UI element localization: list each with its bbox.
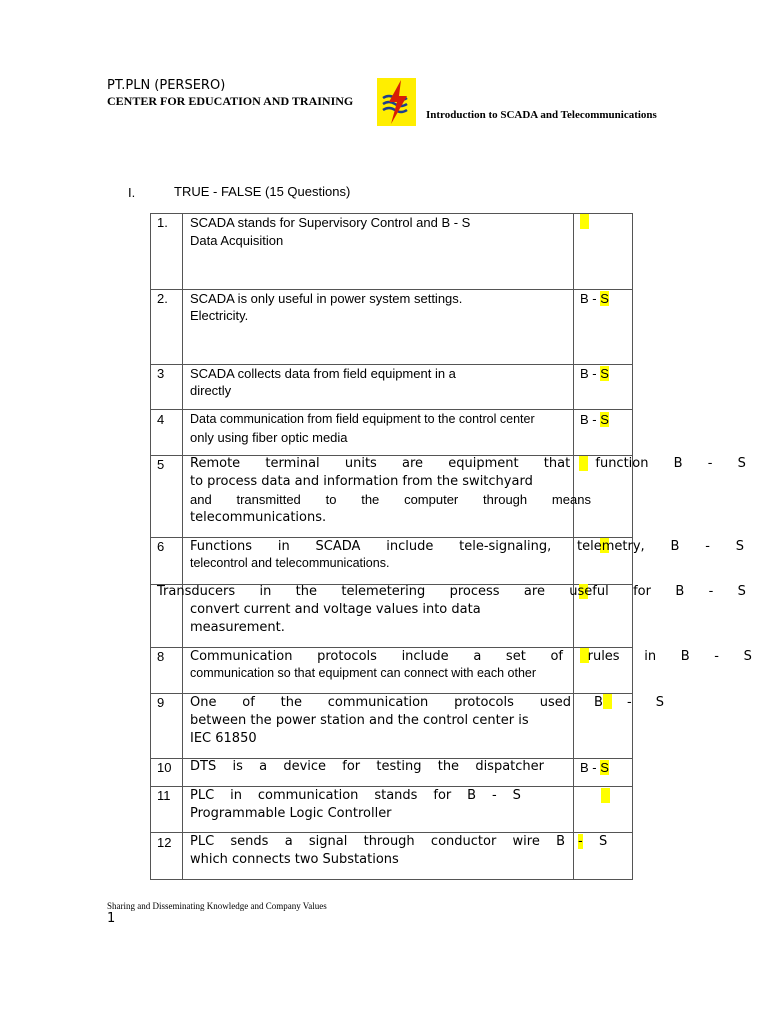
question-text: telecontrol and telecommunications. <box>190 556 390 570</box>
word: the <box>437 759 460 774</box>
question-text: which connects two Substations <box>190 852 399 867</box>
word: S <box>735 539 744 554</box>
answer-cell <box>580 365 609 382</box>
question-text <box>190 648 752 666</box>
word: S <box>737 584 746 599</box>
word: function <box>595 456 649 471</box>
answer-highlight: S <box>600 412 609 427</box>
word: for <box>633 584 651 599</box>
word: to <box>325 492 337 507</box>
answer-s: S <box>655 695 664 710</box>
question-text <box>190 455 746 473</box>
answer-s: S <box>599 834 608 849</box>
word: stands <box>374 788 418 803</box>
word: Transducers <box>157 584 236 599</box>
word: conductor <box>430 834 497 849</box>
answer-b: B <box>594 695 603 710</box>
question-text <box>190 491 591 508</box>
word: B <box>556 834 565 849</box>
question-text: Data Acquisition <box>190 233 284 248</box>
page-number: 1 <box>107 911 116 926</box>
question-text: measurement. <box>190 620 285 635</box>
word: telemetry, <box>577 539 645 554</box>
word: set <box>505 649 526 664</box>
answer-cell <box>580 759 609 776</box>
answer-text: B - <box>580 366 601 381</box>
question-text: directly <box>190 383 232 398</box>
word: in <box>259 584 272 599</box>
answer-cell <box>578 833 583 851</box>
question-number: 4 <box>157 412 165 427</box>
word: through <box>363 834 415 849</box>
word: that <box>543 456 571 471</box>
answer-highlight: S <box>600 760 609 775</box>
document-title: Introduction to SCADA and Telecommunications <box>426 109 657 121</box>
answer-highlight <box>580 214 589 229</box>
word: - <box>714 649 719 664</box>
word: for <box>342 759 361 774</box>
word: are <box>402 456 424 471</box>
word: SCADA <box>315 539 361 554</box>
word: of <box>242 695 255 710</box>
question-text <box>190 758 544 776</box>
question-text: Electricity. <box>190 308 249 323</box>
row-separator <box>150 409 633 410</box>
word: in <box>644 649 657 664</box>
word: protocols <box>317 649 377 664</box>
question-number: 3 <box>157 366 165 381</box>
word: telemetering <box>341 584 426 599</box>
question-number: 6 <box>157 539 165 554</box>
word: PLC <box>190 788 215 803</box>
answer-highlight: S <box>600 366 609 381</box>
question-number: 2. <box>157 291 168 306</box>
word: dispatcher <box>475 759 544 774</box>
word: B <box>670 539 680 554</box>
word: - <box>492 788 497 803</box>
company-name: PT.PLN (PERSERO) <box>107 78 226 93</box>
word: wire <box>512 834 540 849</box>
question-number: 10 <box>157 760 172 775</box>
answer-cell <box>580 290 609 307</box>
word: the <box>295 584 317 599</box>
word: B <box>673 456 683 471</box>
word: in <box>230 788 242 803</box>
word: B <box>675 584 685 599</box>
question-number: 11 <box>157 788 171 803</box>
word: useful <box>569 584 609 599</box>
word: rules <box>587 649 620 664</box>
question-text <box>190 787 521 805</box>
word: units <box>344 456 377 471</box>
word: used <box>539 695 571 710</box>
footer-tagline: Sharing and Disseminating Knowledge and Company Values <box>107 901 327 911</box>
word: B <box>680 649 690 664</box>
word: DTS <box>190 759 217 774</box>
question-text <box>157 583 746 601</box>
word: - <box>705 539 710 554</box>
question-text: Data communication from field equipment to the control center <box>190 412 535 426</box>
answer-text: B - <box>580 412 601 427</box>
question-text: telecommunications. <box>190 510 327 525</box>
word: the <box>280 695 302 710</box>
word: through <box>483 492 528 507</box>
question-text: Programmable Logic Controller <box>190 806 392 821</box>
word: testing <box>376 759 422 774</box>
answer-cell <box>594 694 664 712</box>
question-text: convert current and voltage values into data <box>190 602 481 617</box>
question-text: to process data and information from the switchyard <box>190 474 533 489</box>
word: a <box>284 834 293 849</box>
answer-text: B - <box>580 760 601 775</box>
answer-cell <box>580 411 609 428</box>
word: and <box>190 492 212 507</box>
word: S <box>737 456 746 471</box>
word: One <box>190 695 217 710</box>
word: is <box>232 759 243 774</box>
pln-logo-icon <box>377 78 416 126</box>
question-text <box>190 833 565 851</box>
row-separator <box>150 879 633 880</box>
word: - <box>707 456 713 471</box>
word: device <box>283 759 327 774</box>
word: - <box>708 584 714 599</box>
question-number: 9 <box>157 695 165 710</box>
question-text <box>190 538 744 556</box>
word: a <box>473 649 482 664</box>
word: means <box>551 492 591 507</box>
word: terminal <box>265 456 320 471</box>
answer-text: B - <box>580 291 601 306</box>
word: PLC <box>190 834 215 849</box>
question-text: SCADA stands for Supervisory Control and B - S <box>190 215 471 230</box>
question-text <box>190 694 571 712</box>
word: of <box>550 649 563 664</box>
question-text: only using fiber optic media <box>190 430 348 445</box>
word: Functions <box>190 539 253 554</box>
word: include <box>401 649 449 664</box>
question-text: SCADA collects data from field equipment in a <box>190 366 456 381</box>
word: in <box>277 539 290 554</box>
word: Communication <box>190 649 293 664</box>
word: Remote <box>190 456 241 471</box>
word: B <box>467 788 477 803</box>
word: sends <box>230 834 269 849</box>
section-number: I. <box>128 185 136 200</box>
word: S <box>512 788 521 803</box>
answer-highlight: S <box>600 291 609 306</box>
word: process <box>449 584 500 599</box>
word: include <box>386 539 434 554</box>
question-text: communication so that equipment can connect with each other <box>190 666 537 680</box>
answer-dash: - <box>626 695 632 710</box>
word: communication <box>257 788 359 803</box>
question-number: 8 <box>157 649 165 664</box>
answer-highlight: - <box>578 834 583 849</box>
center-name: CENTER FOR EDUCATION AND TRAINING <box>107 94 354 108</box>
word: the <box>361 492 380 507</box>
word: transmitted <box>236 492 301 507</box>
question-text: SCADA is only useful in power system settings. <box>190 291 463 306</box>
question-number: 1. <box>157 215 168 230</box>
answer-highlight <box>601 788 610 803</box>
word: signal <box>308 834 348 849</box>
table-border-left <box>150 213 151 880</box>
word: for <box>433 788 452 803</box>
word: equipment <box>448 456 519 471</box>
word: a <box>259 759 268 774</box>
word: protocols <box>454 695 514 710</box>
word: computer <box>404 492 459 507</box>
question-number: 5 <box>157 457 165 472</box>
question-number: 12 <box>157 835 172 850</box>
word: communication <box>327 695 429 710</box>
word: are <box>523 584 545 599</box>
question-text: IEC 61850 <box>190 731 257 746</box>
table-divider-number <box>182 213 183 880</box>
section-title: TRUE - FALSE (15 Questions) <box>174 184 351 199</box>
question-text: between the power station and the control center is <box>190 713 529 728</box>
word: S <box>743 649 752 664</box>
word: tele-signaling, <box>459 539 552 554</box>
